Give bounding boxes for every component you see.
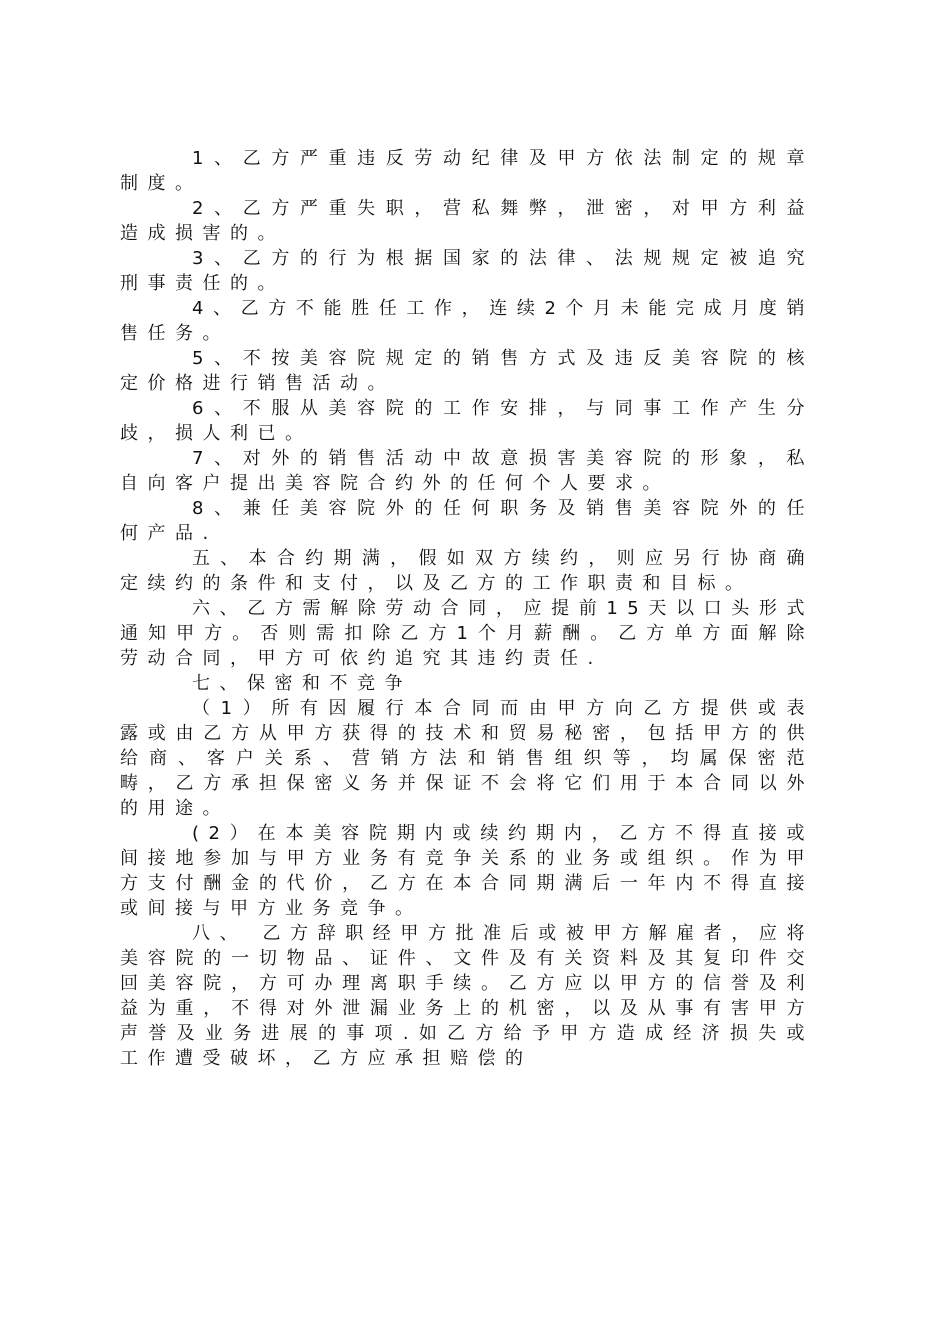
contract-text (120, 146, 814, 1071)
section-6: 六、乙方需解除劳动合同，应提前15天以口头形式通知甲方。否则需扣除乙方1个月薪酬。乙方单方面解除劳动合同，甲方可依约追究其违约责任. (120, 598, 814, 669)
clause-4: 4、乙方不能胜任工作，连续2个月未能完成月度销售任务。 (120, 298, 814, 344)
clause-8: 8、兼任美容院外的任何职务及销售美容院外的任何产品. (120, 498, 814, 544)
clause-5: 5、不按美容院规定的销售方式及违反美容院的核定价格进行销售活动。 (120, 348, 814, 394)
section-7-heading: 七、保密和不竞争 (192, 673, 412, 694)
section-7-item-1: （1）所有因履行本合同而由甲方向乙方提供或表露或由乙方从甲方获得的技术和贸易秘密，包括甲方的供给商、客户关系、营销方法和销售组织等，均属保密范畴，乙方承担保密义务并保证不会将它们用于本合同以外的用途。 (120, 698, 814, 819)
section-7-item-2: (2）在本美容院期内或续约期内，乙方不得直接或间接地参加与甲方业务有竞争关系的业务或组织。作为甲方支付酬金的代价，乙方在本合同期满后一年内不得直接或间接与甲方业务竞争。 (120, 823, 814, 919)
section-8: 八、 乙方辞职经甲方批准后或被甲方解雇者，应将美容院的一切物品、证件、文件及有关资料及其复印件交回美容院，方可办理离职手续。乙方应以甲方的信誉及利益为重，不得对外泄漏业务上的机密，以及从事有害甲方声誉及业务进展的事项.如乙方给予甲方造成经济损失或工作遭受破坏，乙方应承担赔偿的 (120, 923, 814, 1069)
clause-3: 3、乙方的行为根据国家的法律、法规规定被追究刑事责任的。 (120, 248, 814, 294)
section-5: 五、本合约期满，假如双方续约，则应另行协商确定续约的条件和支付，以及乙方的工作职责和目标。 (120, 548, 814, 594)
clause-2: 2、乙方严重失职，营私舞弊，泄密，对甲方利益造成损害的。 (120, 198, 814, 244)
clause-1: 1、乙方严重违反劳动纪律及甲方依法制定的规章制度。 (120, 148, 814, 194)
clause-6: 6、不服从美容院的工作安排，与同事工作产生分歧，损人利已。 (120, 398, 814, 444)
clause-7: 7、对外的销售活动中故意损害美容院的形象，私自向客户提出美容院合约外的任何个人要求。 (120, 448, 814, 494)
